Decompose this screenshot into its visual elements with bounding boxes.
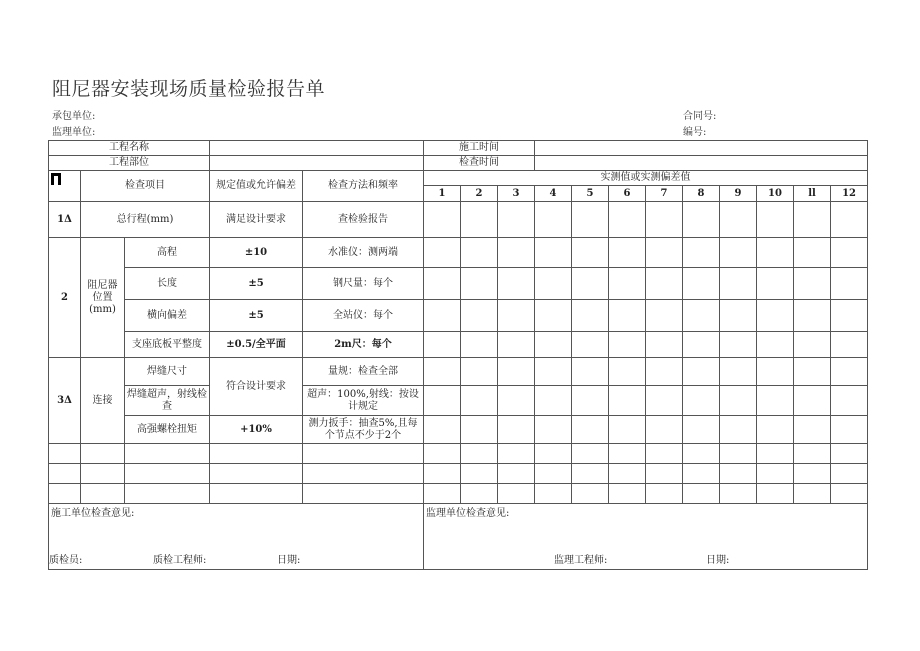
blank-cell[interactable] [81,444,125,464]
col-header-5: 5 [572,186,609,202]
measured-cell[interactable] [461,358,498,386]
measured-cell[interactable] [609,386,646,416]
measured-cell[interactable] [683,358,720,386]
measured-cell[interactable] [424,416,461,444]
check-item: 长度 [125,268,210,300]
blank-cell[interactable] [424,444,461,464]
blank-cell[interactable] [646,484,683,504]
blank-cell[interactable] [609,464,646,484]
col-header-2: 2 [461,186,498,202]
measured-cell[interactable] [831,300,868,332]
table-row [49,300,868,332]
measured-cell[interactable] [535,332,572,358]
blank-cell[interactable] [49,484,81,504]
blank-cell[interactable] [831,464,868,484]
table-row [49,332,868,358]
check-item: 焊缝尺寸 [125,358,210,386]
blank-cell[interactable] [81,464,125,484]
blank-cell[interactable] [424,484,461,504]
blank-cell[interactable] [720,484,757,504]
blank-cell[interactable] [757,484,794,504]
contract-no-label: 合同号: [683,111,717,122]
measured-cell[interactable] [646,386,683,416]
measured-cell[interactable] [572,268,609,300]
measured-cell[interactable] [572,300,609,332]
allowed-header: 规定值或允许偏差 [210,171,303,202]
project-part-label: 工程部位 [49,156,210,171]
allowed-value: 满足设计要求 [210,202,303,238]
blank-cell[interactable] [535,484,572,504]
measured-cell[interactable] [609,238,646,268]
measured-cell[interactable] [498,268,535,300]
blank-cell[interactable] [720,464,757,484]
supervision-opinion-cell[interactable] [424,504,868,570]
measured-cell[interactable] [720,386,757,416]
measured-cell[interactable] [757,386,794,416]
quality-inspector-label: 质检员: [49,555,83,566]
blank-cell[interactable] [683,464,720,484]
date-label-2: 日期: [706,555,730,566]
col-header-3: 3 [498,186,535,202]
measured-cell[interactable] [572,386,609,416]
measured-cell[interactable] [535,238,572,268]
blank-cell[interactable] [49,464,81,484]
header-row-1 [49,141,868,156]
corner-bracket-icon [51,173,61,185]
empty-row [49,444,868,464]
blank-cell[interactable] [757,444,794,464]
blank-cell[interactable] [794,444,831,464]
table-row [49,358,868,386]
check-method: 测力扳手：抽查5%,且每个节点不少于2个 [303,416,424,444]
measured-cell[interactable] [498,386,535,416]
supervising-engineer-label: 监理工程师: [554,555,608,566]
measured-cell[interactable] [794,300,831,332]
measured-cell[interactable] [646,416,683,444]
measured-cell[interactable] [646,332,683,358]
corner-cell [49,171,81,202]
measured-cell[interactable] [794,238,831,268]
measured-cell[interactable] [757,416,794,444]
measured-cell[interactable] [535,386,572,416]
measured-cell[interactable] [720,332,757,358]
col-header-1: 1 [424,186,461,202]
blank-cell[interactable] [683,484,720,504]
measured-cell[interactable] [683,300,720,332]
measured-cell[interactable] [461,386,498,416]
blank-cell[interactable] [609,444,646,464]
col-header-12: 12 [831,186,868,202]
col-header-10: 10 [757,186,794,202]
allowed-value: +10% [210,416,303,444]
supervision-opinion-label: 监理单位检查意见: [426,508,510,519]
measured-cell[interactable] [535,268,572,300]
measured-cell[interactable] [572,332,609,358]
header-row-2 [49,156,868,171]
measured-cell[interactable] [609,300,646,332]
col-header-11: ll [794,186,831,202]
blank-cell[interactable] [125,444,210,464]
measured-cell[interactable] [794,358,831,386]
project-part-value[interactable] [210,156,424,171]
check-method: 量规：检查全部 [303,358,424,386]
measured-cell[interactable] [794,386,831,416]
check-method: 钢尺量：每个 [303,268,424,300]
construction-time-value[interactable] [535,141,868,156]
measured-cell[interactable] [572,238,609,268]
blank-cell[interactable] [535,464,572,484]
blank-cell[interactable] [646,464,683,484]
allowed-value: ±5 [210,300,303,332]
page-title: 阻尼器安装现场质量检验报告单 [52,78,326,100]
measured-cell[interactable] [757,300,794,332]
blank-cell[interactable] [794,464,831,484]
measured-cell[interactable] [794,332,831,358]
check-item: 高程 [125,238,210,268]
construction-opinion-cell[interactable] [49,504,424,570]
measured-cell[interactable] [720,268,757,300]
check-method: 水准仪：测两端 [303,238,424,268]
blank-cell[interactable] [609,484,646,504]
table-row [49,238,868,268]
construction-opinion-label: 施工单位检查意见: [51,508,135,519]
blank-cell[interactable] [646,444,683,464]
measured-cell[interactable] [461,300,498,332]
row-number: 2 [49,238,81,358]
blank-cell[interactable] [572,464,609,484]
measured-cell[interactable] [461,268,498,300]
measured-cell[interactable] [498,332,535,358]
measured-cell[interactable] [498,358,535,386]
construction-time-label: 施工时间 [424,141,535,156]
measured-cell[interactable] [646,202,683,238]
measured-cell[interactable] [757,268,794,300]
blank-cell[interactable] [303,444,424,464]
blank-cell[interactable] [831,484,868,504]
measured-cell[interactable] [646,358,683,386]
blank-cell[interactable] [794,484,831,504]
measured-cell[interactable] [720,202,757,238]
measured-cell[interactable] [683,332,720,358]
measured-cell[interactable] [831,332,868,358]
measured-cell[interactable] [757,332,794,358]
measured-cell[interactable] [424,332,461,358]
measured-cell[interactable] [609,268,646,300]
measured-cell[interactable] [609,416,646,444]
check-method: 全站仪：每个 [303,300,424,332]
project-name-value[interactable] [210,141,424,156]
measured-cell[interactable] [572,202,609,238]
check-item: 高强螺栓扭矩 [125,416,210,444]
measured-cell[interactable] [535,300,572,332]
measured-cell[interactable] [498,238,535,268]
allowed-value: ±0.5/全平面 [210,332,303,358]
method-header: 检查方法和频率 [303,171,424,202]
measured-cell[interactable] [461,202,498,238]
measured-cell[interactable] [683,238,720,268]
blank-cell[interactable] [572,444,609,464]
blank-cell[interactable] [498,484,535,504]
blank-cell[interactable] [683,444,720,464]
measured-cell[interactable] [683,386,720,416]
measured-cell[interactable] [720,300,757,332]
measured-cell[interactable] [461,238,498,268]
blank-cell[interactable] [498,444,535,464]
blank-cell[interactable] [461,484,498,504]
measured-cell[interactable] [794,268,831,300]
allowed-value: ±5 [210,268,303,300]
measured-cell[interactable] [424,238,461,268]
col-header-8: 8 [683,186,720,202]
col-header-4: 4 [535,186,572,202]
inspection-time-label: 检查时间 [424,156,535,171]
measured-cell[interactable] [535,358,572,386]
measured-cell[interactable] [831,238,868,268]
measured-cell[interactable] [572,358,609,386]
date-label-1: 日期: [277,555,301,566]
measured-cell[interactable] [831,358,868,386]
measured-cell[interactable] [609,332,646,358]
measured-cell[interactable] [683,268,720,300]
measured-cell[interactable] [720,416,757,444]
quality-engineer-label: 质检工程师: [153,555,207,566]
check-item: 横向偏差 [125,300,210,332]
check-item: 总行程(mm) [81,202,210,238]
group-label: 阻尼器位置(mm) [81,238,125,358]
check-method: 查检验报告 [303,202,424,238]
measured-cell[interactable] [535,202,572,238]
inspection-time-value[interactable] [535,156,868,171]
measured-cell[interactable] [572,416,609,444]
check-method: 超声：100%,射线：按设计规定 [303,386,424,416]
measured-cell[interactable] [757,202,794,238]
measured-values-header: 实测值或实测偏差值 [424,171,868,186]
check-item: 支座底板平整度 [125,332,210,358]
measured-cell[interactable] [424,386,461,416]
measured-cell[interactable] [831,416,868,444]
measured-cell[interactable] [794,416,831,444]
table-row [49,416,868,444]
blank-cell[interactable] [572,484,609,504]
contractor-label: 承包单位: [52,111,96,122]
blank-cell[interactable] [757,464,794,484]
blank-cell[interactable] [303,484,424,504]
blank-cell[interactable] [125,464,210,484]
blank-cell[interactable] [461,444,498,464]
measured-cell[interactable] [646,300,683,332]
group-label: 连接 [81,358,125,444]
measured-cell[interactable] [646,238,683,268]
measured-cell[interactable] [535,416,572,444]
opinion-row [49,504,868,570]
table-row [49,386,868,416]
measured-cell[interactable] [720,238,757,268]
blank-cell[interactable] [720,444,757,464]
row-number: 3Δ [49,358,81,444]
measured-cell[interactable] [831,386,868,416]
row-number: 1Δ [49,202,81,238]
measured-cell[interactable] [461,332,498,358]
col-header-9: 9 [720,186,757,202]
measured-cell[interactable] [757,238,794,268]
col-header-6: 6 [609,186,646,202]
blank-cell[interactable] [81,484,125,504]
blank-cell[interactable] [210,464,303,484]
measured-cell[interactable] [424,358,461,386]
blank-cell[interactable] [498,464,535,484]
inspection-table [48,140,868,570]
measured-cell[interactable] [831,268,868,300]
measured-cell[interactable] [424,202,461,238]
serial-no-label: 编号: [683,127,707,138]
col-header-7: 7 [646,186,683,202]
supervisor-label: 监理单位: [52,127,96,138]
check-item-header: 检查项目 [81,171,210,202]
table-row [49,268,868,300]
measured-cell[interactable] [461,416,498,444]
header-row-3 [49,171,868,186]
measured-cell[interactable] [831,202,868,238]
check-item: 焊缝超声，射线检查 [125,386,210,416]
allowed-value: ±10 [210,238,303,268]
blank-cell[interactable] [461,464,498,484]
blank-cell[interactable] [125,484,210,504]
blank-cell[interactable] [424,464,461,484]
allowed-value: 符合设计要求 [210,358,303,416]
blank-cell[interactable] [303,464,424,484]
measured-cell[interactable] [609,202,646,238]
project-name-label: 工程名称 [49,141,210,156]
table-row [49,202,868,238]
blank-cell[interactable] [831,444,868,464]
measured-cell[interactable] [498,202,535,238]
blank-cell[interactable] [535,444,572,464]
measured-cell[interactable] [609,358,646,386]
measured-cell[interactable] [424,300,461,332]
measured-cell[interactable] [757,358,794,386]
check-method: 2m尺：每个 [303,332,424,358]
blank-cell[interactable] [49,444,81,464]
measured-cell[interactable] [683,416,720,444]
empty-row [49,484,868,504]
blank-cell[interactable] [210,484,303,504]
measured-cell[interactable] [794,202,831,238]
measured-cell[interactable] [683,202,720,238]
measured-cell[interactable] [498,416,535,444]
measured-cell[interactable] [424,268,461,300]
empty-row [49,464,868,484]
blank-cell[interactable] [210,444,303,464]
measured-cell[interactable] [720,358,757,386]
measured-cell[interactable] [646,268,683,300]
measured-cell[interactable] [498,300,535,332]
